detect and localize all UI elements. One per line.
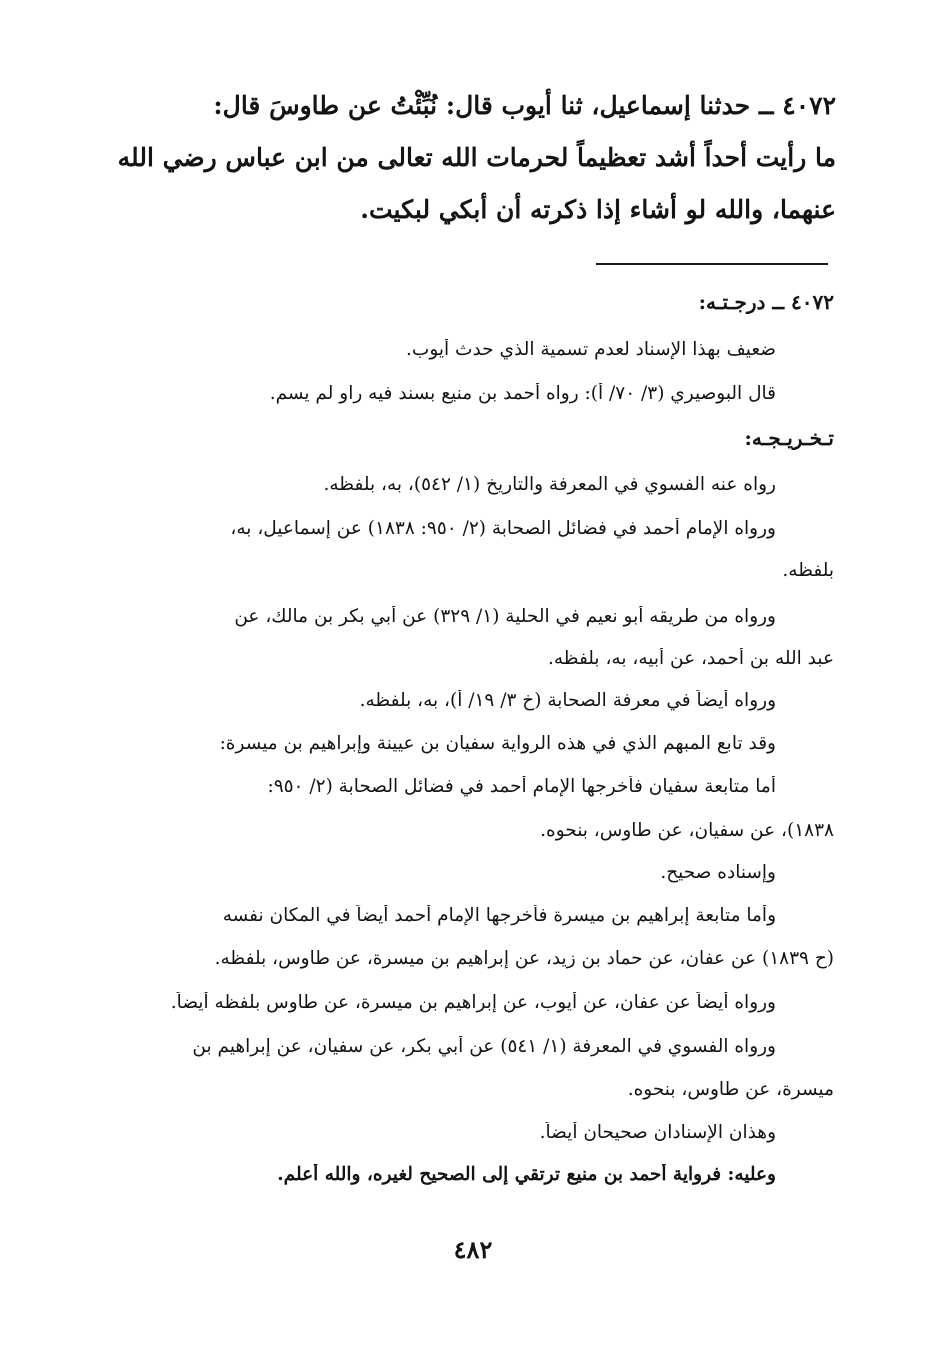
grade-heading: ٤٠٧٢ ــ درجـتـه: bbox=[698, 290, 834, 314]
note-line: ورواه الإمام أحمد في فضائل الصحابة (٢/ ٩٥٠: ١٨٣٨) عن إسماعيل، به، bbox=[230, 518, 776, 539]
note-line: ميسرة، عن طاوس، بنحوه. bbox=[627, 1079, 834, 1100]
hadith-line: ٤٠٧٢ ــ حدثنا إسماعيل، ثنا أيوب قال: نُبِّئْتُ عن طاوسَ قال: bbox=[213, 91, 836, 120]
note-line: وهذان الإسنادان صحيحان أيضاً. bbox=[539, 1122, 776, 1143]
note-line: (ح ١٨٣٩) عن عفان، عن حماد بن زيد، عن إبراهيم بن ميسرة، عن طاوس، بلفظه. bbox=[214, 948, 834, 969]
hadith-line: ما رأيت أحداً أشد تعظيماً لحرمات الله تعالى من ابن عباس رضي الله bbox=[117, 143, 836, 172]
note-line: ورواه من طريقه أبو نعيم في الحلية (١/ ٣٢٩) عن أبي بكر بن مالك، عن bbox=[234, 606, 776, 627]
note-line: رواه عنه الفسوي في المعرفة والتاريخ (١/ ٥٤٢)، به، بلفظه. bbox=[323, 474, 776, 495]
note-line: وقد تابع المبهم الذي في هذه الرواية سفيان بن عيينة وإبراهيم بن ميسرة: bbox=[219, 733, 776, 754]
note-line: ضعيف بهذا الإسناد لعدم تسمية الذي حدث أيوب. bbox=[406, 339, 776, 360]
conclusion-line: وعليه: فرواية أحمد بن منيع ترتقي إلى الصحيح لغيره، والله أعلم. bbox=[277, 1164, 776, 1185]
hadith-line: عنهما، والله لو أشاء إذا ذكرته أن أبكي لبكيت. bbox=[360, 195, 836, 224]
takhrij-heading: تـخـريـجـه: bbox=[744, 426, 834, 450]
note-line: وإسناده صحيح. bbox=[660, 862, 776, 883]
note-line: ورواه أيضاً عن عفان، عن أيوب، عن إبراهيم بن ميسرة، عن طاوس بلفظه أيضاً. bbox=[170, 992, 776, 1013]
hadith-text bbox=[96, 80, 836, 236]
note-line: ١٨٣٨)، عن سفيان، عن طاوس، بنحوه. bbox=[540, 820, 834, 841]
note-line: بلفظه. bbox=[782, 560, 834, 581]
note-line: ورواه أيضاً في معرفة الصحابة (خ ٣/ ١٩/ أ)، به، بلفظه. bbox=[359, 690, 776, 711]
footnote-separator bbox=[596, 263, 828, 265]
note-line: ورواه الفسوي في المعرفة (١/ ٥٤١) عن أبي بكر، عن سفيان، عن إبراهيم بن bbox=[192, 1036, 776, 1057]
note-line: قال البوصيري (٣/ ٧٠/ أ): رواه أحمد بن منيع بسند فيه راوٍ لم يسم. bbox=[269, 383, 776, 404]
note-line: أما متابعة سفيان فأخرجها الإمام أحمد في فضائل الصحابة (٢/ ٩٥٠: bbox=[267, 776, 776, 797]
note-line: عبد الله بن أحمد، عن أبيه، به، بلفظه. bbox=[547, 648, 834, 669]
page-number: ٤٨٢ bbox=[453, 1235, 493, 1264]
note-line: وأما متابعة إبراهيم بن ميسرة فأخرجها الإمام أحمد أيضاً في المكان نفسه bbox=[222, 905, 776, 926]
